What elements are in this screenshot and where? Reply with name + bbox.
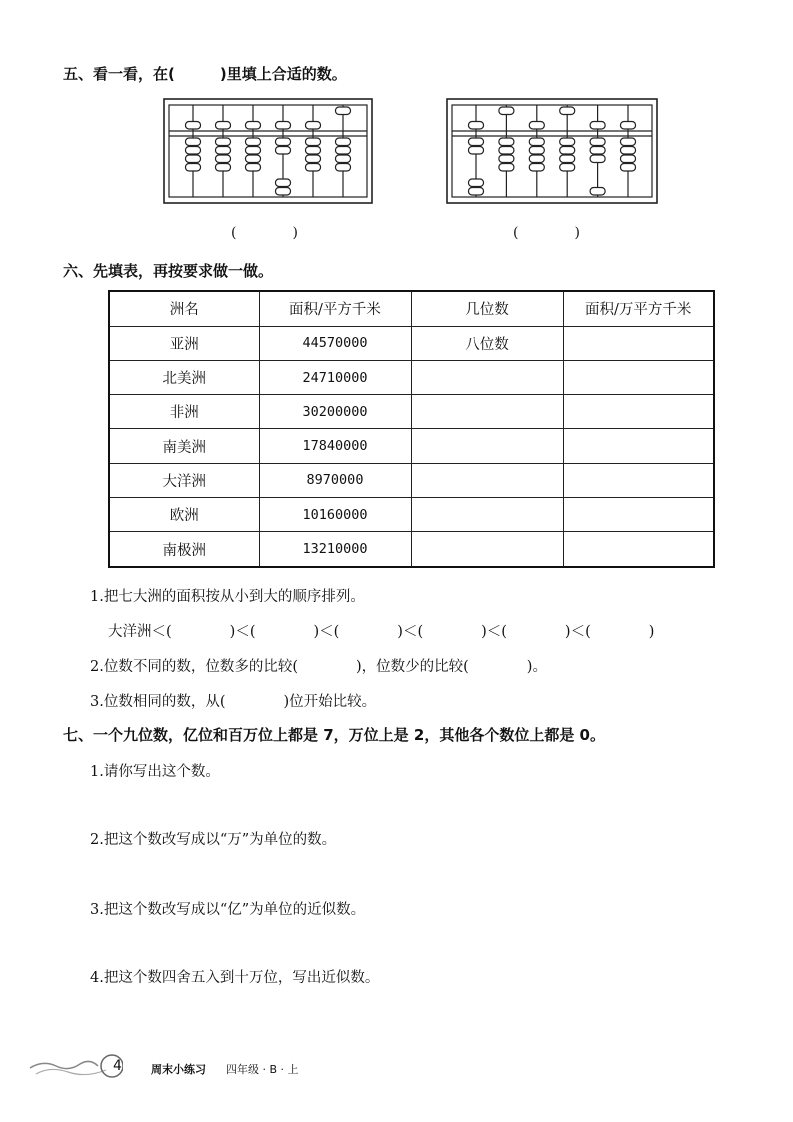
abacus-left-lower-bead — [306, 138, 321, 146]
abacus-right-lower-bead — [590, 188, 605, 196]
continent-name-cell: 北美洲 — [109, 360, 259, 394]
abacus-right-lower-bead — [590, 155, 605, 163]
area-value-cell: 44570000 — [259, 326, 411, 360]
digit-count-cell[interactable] — [411, 498, 563, 532]
abacus-right-lower-bead — [469, 138, 484, 146]
abacus-left-lower-bead — [246, 164, 261, 172]
continent-name-cell: 亚洲 — [109, 326, 259, 360]
abacus-left-lower-bead — [216, 164, 231, 172]
area-wan-cell[interactable] — [563, 429, 714, 463]
section-7-title: 七、一个九位数，亿位和百万位上都是 7，万位上是 2，其他各个数位上都是 0。 — [63, 726, 605, 744]
abacus-left-lower-bead — [306, 147, 321, 155]
abacus-right-lower-bead — [529, 147, 544, 155]
abacus-left-lower-bead — [306, 164, 321, 172]
abacus-right-lower-bead — [469, 179, 484, 187]
abacus-right-upper-bead — [560, 107, 575, 115]
table-row — [109, 326, 714, 360]
abacus-right — [446, 98, 658, 204]
abacus-left-lower-bead — [216, 155, 231, 163]
abacus-right-lower-bead — [621, 155, 636, 163]
abacus-left-lower-bead — [216, 147, 231, 155]
abacus-left-lower-bead — [246, 147, 261, 155]
area-value-cell: 24710000 — [259, 360, 411, 394]
section-7-q3: 3.把这个数改写成以“亿”为单位的近似数。 — [90, 902, 366, 918]
abacus-right-lower-bead — [621, 138, 636, 146]
abacus-left-lower-bead — [276, 147, 291, 155]
table-row — [109, 360, 714, 394]
continent-name-cell: 欧洲 — [109, 498, 259, 532]
abacus-left-lower-bead — [276, 138, 291, 146]
continent-name-cell: 非洲 — [109, 395, 259, 429]
digit-count-cell[interactable] — [411, 463, 563, 497]
table-row — [109, 429, 714, 463]
table-header-row — [109, 291, 714, 326]
footer-book-title: 周末小练习 — [151, 1063, 206, 1076]
digit-count-cell[interactable]: 八位数 — [411, 326, 563, 360]
abacus-left-upper-bead — [216, 122, 231, 130]
table-row — [109, 532, 714, 567]
abacus-left-lower-bead — [336, 147, 351, 155]
footer-grade: 四年级 · B · 上 — [226, 1063, 299, 1076]
abacus-left-lower-bead — [186, 138, 201, 146]
area-wan-cell[interactable] — [563, 463, 714, 497]
abacus-right-lower-bead — [529, 138, 544, 146]
section-7-q4: 4.把这个数四舍五入到十万位，写出近似数。 — [90, 970, 380, 986]
table-header-cell: 洲名 — [109, 291, 259, 326]
table-row — [109, 463, 714, 497]
abacus-left-lower-bead — [246, 138, 261, 146]
abacus-right-lower-bead — [529, 164, 544, 172]
section-6-title: 六、先填表，再按要求做一做。 — [63, 262, 274, 280]
abacus-left-lower-bead — [186, 164, 201, 172]
section-6-q1-order-line[interactable]: 大洋洲＜( )＜( )＜( )＜( )＜( )＜( ) — [108, 624, 655, 640]
abacus-right-lower-bead — [621, 164, 636, 172]
abacus-right-lower-bead — [499, 155, 514, 163]
section-7-q2: 2.把这个数改写成以“万”为单位的数。 — [90, 832, 337, 848]
section-6-q3[interactable]: 3.位数相同的数，从( )位开始比较。 — [90, 694, 377, 710]
abacus-left-answer-blank[interactable]: ( ) — [231, 225, 298, 241]
abacus-left-lower-bead — [336, 138, 351, 146]
table-header-cell: 面积/万平方千米 — [563, 291, 714, 326]
abacus-left-upper-bead — [306, 122, 321, 130]
abacus-left-lower-bead — [306, 155, 321, 163]
area-wan-cell[interactable] — [563, 326, 714, 360]
abacus-right-lower-bead — [560, 155, 575, 163]
abacus-right-lower-bead — [590, 147, 605, 155]
digit-count-cell[interactable] — [411, 532, 563, 567]
continent-name-cell: 大洋洲 — [109, 463, 259, 497]
area-wan-cell[interactable] — [563, 360, 714, 394]
area-value-cell: 13210000 — [259, 532, 411, 567]
abacus-right-answer-blank[interactable]: ( ) — [513, 225, 580, 241]
abacus-left-lower-bead — [276, 179, 291, 187]
abacus-left-lower-bead — [186, 155, 201, 163]
continent-name-cell: 南美洲 — [109, 429, 259, 463]
section-5-title: 五、看一看，在( )里填上合适的数。 — [63, 65, 347, 83]
table-row — [109, 395, 714, 429]
area-wan-cell[interactable] — [563, 395, 714, 429]
area-wan-cell[interactable] — [563, 498, 714, 532]
continent-name-cell: 南极洲 — [109, 532, 259, 567]
area-value-cell: 10160000 — [259, 498, 411, 532]
abacus-right-lower-bead — [469, 147, 484, 155]
digit-count-cell[interactable] — [411, 395, 563, 429]
area-value-cell: 30200000 — [259, 395, 411, 429]
footer-page-number: 4 — [113, 1058, 122, 1074]
abacus-right-lower-bead — [499, 138, 514, 146]
section-6-q1: 1.把七大洲的面积按从小到大的顺序排列。 — [90, 589, 365, 605]
abacus-left-upper-bead — [246, 122, 261, 130]
abacus-left-lower-bead — [336, 155, 351, 163]
abacus-right-lower-bead — [529, 155, 544, 163]
abacus-right-upper-bead — [529, 122, 544, 130]
abacus-left-upper-bead — [276, 122, 291, 130]
area-value-cell: 8970000 — [259, 463, 411, 497]
area-value-cell: 17840000 — [259, 429, 411, 463]
abacus-right-lower-bead — [499, 164, 514, 172]
abacus-right-lower-bead — [590, 138, 605, 146]
abacus-right-lower-bead — [560, 147, 575, 155]
continent-area-table — [108, 290, 715, 568]
table-row — [109, 498, 714, 532]
abacus-right-lower-bead — [560, 164, 575, 172]
abacus-right-upper-bead — [621, 122, 636, 130]
abacus-left-upper-bead — [186, 122, 201, 130]
abacus-left-lower-bead — [186, 147, 201, 155]
abacus-right-lower-bead — [560, 138, 575, 146]
table-header-cell: 面积/平方千米 — [259, 291, 411, 326]
section-7-q1: 1.请你写出这个数。 — [90, 764, 220, 780]
abacus-right-upper-bead — [590, 122, 605, 130]
abacus-left-lower-bead — [276, 188, 291, 196]
abacus-left-upper-bead — [336, 107, 351, 115]
abacus-right-lower-bead — [469, 188, 484, 196]
abacus-right-lower-bead — [499, 147, 514, 155]
digit-count-cell[interactable] — [411, 360, 563, 394]
area-wan-cell[interactable] — [563, 532, 714, 567]
abacus-left-lower-bead — [246, 155, 261, 163]
footer-decoration — [28, 1048, 123, 1084]
abacus-right-upper-bead — [499, 107, 514, 115]
abacus-left — [163, 98, 373, 204]
table-header-cell: 几位数 — [411, 291, 563, 326]
abacus-right-lower-bead — [621, 147, 636, 155]
abacus-left-lower-bead — [336, 164, 351, 172]
abacus-right-upper-bead — [469, 122, 484, 130]
abacus-left-lower-bead — [216, 138, 231, 146]
digit-count-cell[interactable] — [411, 429, 563, 463]
section-6-q2[interactable]: 2.位数不同的数，位数多的比较( )，位数少的比较( )。 — [90, 659, 547, 675]
